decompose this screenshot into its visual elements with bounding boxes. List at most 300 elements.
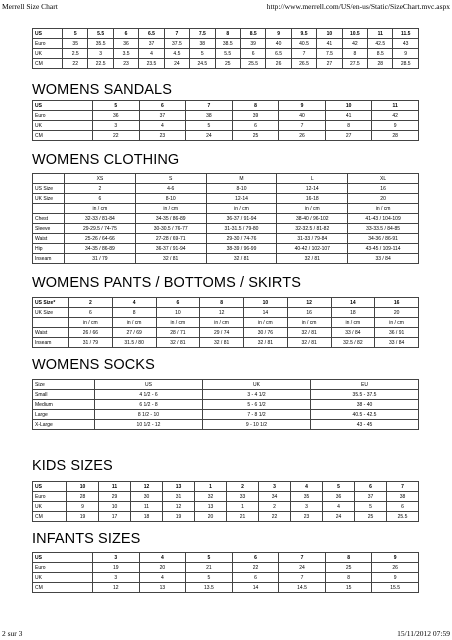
- table-row: [33, 482, 419, 492]
- size-cell: 8: [342, 49, 367, 59]
- size-cell: 29: [99, 492, 131, 502]
- size-cell: 41: [317, 39, 342, 49]
- size-cell: 21: [227, 512, 259, 522]
- size-cell: 3.5: [113, 49, 138, 59]
- size-cell: M: [206, 174, 277, 184]
- size-cell: 7: [279, 121, 326, 131]
- size-cell: 5: [355, 502, 387, 512]
- size-cell: 19: [163, 512, 195, 522]
- table-row: [33, 502, 419, 512]
- table-row: [33, 204, 419, 214]
- size-cell: 24: [279, 563, 326, 573]
- table-row: [33, 29, 419, 39]
- table-row: [33, 184, 419, 194]
- size-cell: 26: [372, 563, 419, 573]
- size-cell: 34-36 / 86-91: [348, 234, 419, 244]
- size-cell: 12-14: [277, 184, 348, 194]
- size-cell: 14.5: [279, 583, 326, 593]
- size-cell: 11: [99, 482, 131, 492]
- row-label-cell: Euro: [33, 492, 67, 502]
- size-cell: 30: [131, 492, 163, 502]
- size-cell: 43 - 45: [311, 420, 419, 430]
- size-cell: 38-39 / 96-99: [206, 244, 277, 254]
- size-cell: 1: [195, 482, 227, 492]
- row-label-cell: [33, 318, 69, 328]
- size-cell: 36-37 / 91-94: [206, 214, 277, 224]
- row-label-cell: Waist: [33, 234, 65, 244]
- size-cell: 11: [131, 502, 163, 512]
- size-cell: 40-42 / 102-107: [277, 244, 348, 254]
- size-cell: 11: [372, 101, 419, 111]
- size-cell: 6: [232, 553, 279, 563]
- size-cell: in / cm: [277, 204, 348, 214]
- size-cell: 23: [139, 131, 186, 141]
- size-cell: 38 - 40: [311, 400, 419, 410]
- row-label-cell: [33, 174, 65, 184]
- size-cell: 15: [325, 583, 372, 593]
- row-label-cell: UK: [33, 49, 63, 59]
- size-cell: 10: [325, 101, 372, 111]
- size-cell: 27.5: [342, 59, 367, 69]
- size-cell: 36: [113, 39, 138, 49]
- size-cell: 6: [240, 49, 265, 59]
- size-cell: 30 / 76: [244, 328, 288, 338]
- size-cell: 17: [99, 512, 131, 522]
- row-label-cell: CM: [33, 131, 93, 141]
- size-cell: 20: [348, 194, 419, 204]
- womens-clothing-table: [32, 173, 419, 264]
- table-row: [33, 492, 419, 502]
- size-cell: 39: [232, 111, 279, 121]
- size-cell: 2: [227, 482, 259, 492]
- size-cell: 6: [232, 121, 279, 131]
- size-cell: 8: [325, 121, 372, 131]
- print-header: [2, 2, 450, 11]
- row-label-cell: US Size*: [33, 298, 69, 308]
- size-cell: 12: [200, 308, 244, 318]
- table-row: [33, 254, 419, 264]
- size-cell: 24: [186, 131, 233, 141]
- size-cell: in / cm: [244, 318, 288, 328]
- size-cell: 25: [325, 563, 372, 573]
- size-cell: L: [277, 174, 348, 184]
- size-cell: 32-32.5 / 81-82: [277, 224, 348, 234]
- size-cell: 40: [266, 39, 291, 49]
- size-cell: 8: [200, 298, 244, 308]
- size-cell: 42: [372, 111, 419, 121]
- size-cell: 9: [67, 502, 99, 512]
- size-cell: 9: [393, 49, 418, 59]
- size-cell: 5 - 6 1/2: [203, 400, 311, 410]
- size-cell: 16-18: [277, 194, 348, 204]
- size-cell: 40.5: [291, 39, 316, 49]
- size-cell: 32 / 81: [156, 338, 200, 348]
- size-cell: 10: [244, 298, 288, 308]
- size-cell: 26: [279, 131, 326, 141]
- size-cell: 28.5: [393, 59, 418, 69]
- size-cell: 34-35 / 86-89: [65, 244, 136, 254]
- size-cell: 7: [279, 573, 326, 583]
- size-cell: 6: [65, 194, 136, 204]
- size-cell: 4.5: [164, 49, 189, 59]
- table-row: [33, 318, 419, 328]
- table-row: [33, 234, 419, 244]
- size-cell: 29 / 74: [200, 328, 244, 338]
- size-cell: 6: [355, 482, 387, 492]
- size-cell: 11: [368, 29, 393, 39]
- womens-socks-title: WOMENS SOCKS: [32, 357, 155, 373]
- row-label-cell: UK: [33, 502, 67, 512]
- size-cell: 25: [215, 59, 240, 69]
- size-cell: 5: [186, 573, 233, 583]
- size-cell: 5: [186, 553, 233, 563]
- size-cell: 20: [375, 308, 419, 318]
- size-cell: 5: [93, 101, 140, 111]
- size-cell: 8: [325, 553, 372, 563]
- row-label-cell: UK Size: [33, 308, 69, 318]
- size-cell: 14: [331, 298, 375, 308]
- size-cell: 7: [186, 101, 233, 111]
- size-cell: 29-29.5 / 74-75: [65, 224, 136, 234]
- size-cell: 9 - 10 1/2: [203, 420, 311, 430]
- header-url: http://www.merrell.com/US/en-us/Static/SizeChart.mvc.aspx: [266, 2, 450, 11]
- size-cell: 33 / 84: [331, 328, 375, 338]
- size-cell: 32: [195, 492, 227, 502]
- row-label-cell: UK Size: [33, 194, 65, 204]
- row-label-cell: US: [33, 101, 93, 111]
- size-cell: 12: [163, 502, 195, 512]
- size-cell: 36: [323, 492, 355, 502]
- size-cell: 4-6: [135, 184, 206, 194]
- size-cell: 29-30 / 74-76: [206, 234, 277, 244]
- size-cell: 13.5: [186, 583, 233, 593]
- size-cell: 5.5: [88, 29, 113, 39]
- print-footer: [2, 629, 450, 638]
- row-label-cell: Euro: [33, 563, 93, 573]
- size-cell: 10: [156, 308, 200, 318]
- size-cell: 12-14: [206, 194, 277, 204]
- size-cell: 2.5: [63, 49, 88, 59]
- size-cell: 32 / 81: [206, 254, 277, 264]
- size-cell: 25-26 / 64-66: [65, 234, 136, 244]
- size-cell: 28: [372, 131, 419, 141]
- row-label-cell: UK: [33, 573, 93, 583]
- size-cell: 33 / 84: [348, 254, 419, 264]
- kids-sizes-title: KIDS SIZES: [32, 458, 113, 474]
- size-cell: 3: [93, 573, 140, 583]
- size-cell: 28: [368, 59, 393, 69]
- size-cell: 7.5: [190, 29, 215, 39]
- size-cell: 3 - 4 1/2: [203, 390, 311, 400]
- size-cell: 3: [93, 121, 140, 131]
- size-cell: 32 / 81: [244, 338, 288, 348]
- table-row: [33, 49, 419, 59]
- row-label-cell: Euro: [33, 39, 63, 49]
- size-cell: 40: [279, 111, 326, 121]
- table-row: [33, 39, 419, 49]
- table-row: [33, 400, 419, 410]
- size-cell: 27: [317, 59, 342, 69]
- size-cell: 38: [190, 39, 215, 49]
- size-cell: 13: [195, 502, 227, 512]
- size-cell: 8: [232, 101, 279, 111]
- womens-pants-table: [32, 297, 419, 348]
- size-cell: 31 / 79: [69, 338, 113, 348]
- size-cell: 6.5: [139, 29, 164, 39]
- row-label-cell: Sleeve: [33, 224, 65, 234]
- size-cell: 5: [186, 121, 233, 131]
- table-row: [33, 573, 419, 583]
- row-label-cell: X-Large: [33, 420, 95, 430]
- size-cell: 8-10: [206, 184, 277, 194]
- row-label-cell: Inseam: [33, 338, 69, 348]
- size-cell: 37: [355, 492, 387, 502]
- size-cell: 20: [195, 512, 227, 522]
- size-cell: 8 1/2 - 10: [95, 410, 203, 420]
- size-cell: 6: [113, 29, 138, 39]
- size-cell: 22.5: [88, 59, 113, 69]
- size-cell: 8: [325, 573, 372, 583]
- size-cell: 23.5: [139, 59, 164, 69]
- infants-sizes-table: [32, 552, 419, 593]
- size-cell: 7: [279, 553, 326, 563]
- size-cell: 6: [139, 101, 186, 111]
- infants-sizes-title: INFANTS SIZES: [32, 531, 141, 547]
- size-cell: 6: [232, 573, 279, 583]
- size-cell: 21: [186, 563, 233, 573]
- footer-timestamp: 15/11/2012 07:59: [397, 629, 450, 638]
- table-row: [33, 380, 419, 390]
- size-cell: in / cm: [287, 318, 331, 328]
- size-cell: 4 1/2 - 6: [95, 390, 203, 400]
- row-label-cell: Chest: [33, 214, 65, 224]
- size-cell: 4: [323, 502, 355, 512]
- size-cell: 41: [325, 111, 372, 121]
- size-cell: 32-33 / 81-84: [65, 214, 136, 224]
- size-cell: 20: [139, 563, 186, 573]
- womens-clothing-title: WOMENS CLOTHING: [32, 152, 180, 168]
- size-cell: 26.5: [291, 59, 316, 69]
- size-cell: 32 / 81: [200, 338, 244, 348]
- size-cell: 18: [131, 512, 163, 522]
- size-cell: 32 / 81: [135, 254, 206, 264]
- size-cell: 32.5 / 82: [331, 338, 375, 348]
- row-label-cell: Small: [33, 390, 95, 400]
- size-cell: 4: [291, 482, 323, 492]
- size-cell: 4: [139, 49, 164, 59]
- size-cell: 4: [139, 573, 186, 583]
- size-cell: 16: [348, 184, 419, 194]
- size-cell: 15.5: [372, 583, 419, 593]
- size-cell: 5: [323, 482, 355, 492]
- size-cell: 10.5: [342, 29, 367, 39]
- size-cell: XS: [65, 174, 136, 184]
- size-cell: in / cm: [135, 204, 206, 214]
- size-cell: 25.5: [387, 512, 419, 522]
- size-cell: 8: [112, 308, 156, 318]
- size-cell: 5.5: [215, 49, 240, 59]
- row-label-cell: Inseam: [33, 254, 65, 264]
- size-cell: 4: [112, 298, 156, 308]
- size-cell: 32 / 81: [277, 254, 348, 264]
- size-cell: 36: [93, 111, 140, 121]
- table-row: [33, 308, 419, 318]
- size-cell: 22: [232, 563, 279, 573]
- size-cell: 34-35 / 86-89: [135, 214, 206, 224]
- size-cell: 35.5 - 37.5: [311, 390, 419, 400]
- size-cell: in / cm: [348, 204, 419, 214]
- size-cell: 27-28 / 69-71: [135, 234, 206, 244]
- size-cell: 38: [186, 111, 233, 121]
- size-cell: 36 / 91: [375, 328, 419, 338]
- table-row: [33, 512, 419, 522]
- size-cell: in / cm: [331, 318, 375, 328]
- size-cell: 40.5 - 42.5: [311, 410, 419, 420]
- size-cell: 16: [287, 308, 331, 318]
- size-cell: 1: [227, 502, 259, 512]
- size-cell: 27: [325, 131, 372, 141]
- size-cell: 36-37 / 91-94: [135, 244, 206, 254]
- table-row: [33, 101, 419, 111]
- size-cell: in / cm: [156, 318, 200, 328]
- size-cell: XL: [348, 174, 419, 184]
- table-row: [33, 553, 419, 563]
- size-cell: in / cm: [112, 318, 156, 328]
- size-cell: 43: [393, 39, 418, 49]
- size-cell: 23: [291, 512, 323, 522]
- size-cell: 12: [287, 298, 331, 308]
- size-cell: 6.5: [266, 49, 291, 59]
- table-row: [33, 214, 419, 224]
- size-cell: 39: [240, 39, 265, 49]
- table-row: [33, 328, 419, 338]
- row-label-cell: Large: [33, 410, 95, 420]
- size-cell: 19: [93, 563, 140, 573]
- row-label-cell: CM: [33, 59, 63, 69]
- size-cell: 31.5 / 80: [112, 338, 156, 348]
- size-cell: 33 / 84: [375, 338, 419, 348]
- table-row: [33, 111, 419, 121]
- size-cell: 13: [139, 583, 186, 593]
- size-cell: 6: [69, 308, 113, 318]
- size-cell: S: [135, 174, 206, 184]
- table-row: [33, 224, 419, 234]
- size-cell: 2: [69, 298, 113, 308]
- size-cell: 22: [93, 131, 140, 141]
- row-label-cell: US Size: [33, 184, 65, 194]
- size-cell: 10: [317, 29, 342, 39]
- size-cell: 33: [227, 492, 259, 502]
- size-cell: 35.5: [88, 39, 113, 49]
- size-cell: 18: [331, 308, 375, 318]
- size-cell: 25.5: [240, 59, 265, 69]
- table-row: [33, 338, 419, 348]
- row-label-cell: US: [33, 29, 63, 39]
- size-cell: 9: [372, 573, 419, 583]
- size-cell: 41-43 / 104-109: [348, 214, 419, 224]
- row-label-cell: Medium: [33, 400, 95, 410]
- size-cell: 38: [387, 492, 419, 502]
- size-cell: 35: [63, 39, 88, 49]
- size-cell: 7.5: [317, 49, 342, 59]
- table-row: [33, 131, 419, 141]
- size-cell: 8: [215, 29, 240, 39]
- size-cell: 10 1/2 - 12: [95, 420, 203, 430]
- size-cell: 8.5: [240, 29, 265, 39]
- table-row: [33, 174, 419, 184]
- size-cell: 8.5: [368, 49, 393, 59]
- table-row: [33, 563, 419, 573]
- size-cell: 9.5: [291, 29, 316, 39]
- size-cell: in / cm: [200, 318, 244, 328]
- size-cell: 24: [164, 59, 189, 69]
- size-cell: 9: [266, 29, 291, 39]
- size-cell: 37.5: [164, 39, 189, 49]
- size-cell: 8-10: [135, 194, 206, 204]
- size-cell: 14: [232, 583, 279, 593]
- size-cell: in / cm: [65, 204, 136, 214]
- womens-sandals-title: WOMENS SANDALS: [32, 82, 172, 98]
- size-cell: UK: [203, 380, 311, 390]
- table-row: [33, 298, 419, 308]
- size-cell: US: [95, 380, 203, 390]
- row-label-cell: Size: [33, 380, 95, 390]
- size-cell: in / cm: [375, 318, 419, 328]
- size-cell: 13: [163, 482, 195, 492]
- size-cell: 37: [139, 111, 186, 121]
- table-row: [33, 59, 419, 69]
- size-cell: 24: [323, 512, 355, 522]
- size-cell: 9: [279, 101, 326, 111]
- size-cell: 31: [163, 492, 195, 502]
- size-cell: 32 / 81: [287, 328, 331, 338]
- womens-socks-table: [32, 379, 419, 430]
- size-cell: 28: [67, 492, 99, 502]
- size-cell: 10: [67, 482, 99, 492]
- row-label-cell: US: [33, 482, 67, 492]
- row-label-cell: CM: [33, 583, 93, 593]
- size-cell: 33-33.5 / 84-85: [348, 224, 419, 234]
- size-cell: 4: [139, 121, 186, 131]
- size-cell: in / cm: [206, 204, 277, 214]
- table-row: [33, 194, 419, 204]
- size-cell: 35: [291, 492, 323, 502]
- womens-pants-title: WOMENS PANTS / BOTTOMS / SKIRTS: [32, 275, 301, 291]
- size-cell: 38.5: [215, 39, 240, 49]
- size-cell: 3: [291, 502, 323, 512]
- size-cell: 19: [67, 512, 99, 522]
- size-cell: 12: [131, 482, 163, 492]
- table-row: [33, 420, 419, 430]
- kids-sizes-table: [32, 481, 419, 522]
- size-cell: 11.5: [393, 29, 418, 39]
- size-cell: 3: [259, 482, 291, 492]
- size-cell: 37: [139, 39, 164, 49]
- size-cell: 5: [63, 29, 88, 39]
- size-cell: 6 1/2 - 8: [95, 400, 203, 410]
- size-cell: EU: [311, 380, 419, 390]
- size-cell: 9: [372, 553, 419, 563]
- row-label-cell: UK: [33, 121, 93, 131]
- size-cell: 6: [156, 298, 200, 308]
- size-cell: in / cm: [69, 318, 113, 328]
- table-row: [33, 410, 419, 420]
- table-row: [33, 244, 419, 254]
- row-label-cell: [33, 204, 65, 214]
- size-cell: 3: [88, 49, 113, 59]
- table-row: [33, 121, 419, 131]
- size-cell: 10: [99, 502, 131, 512]
